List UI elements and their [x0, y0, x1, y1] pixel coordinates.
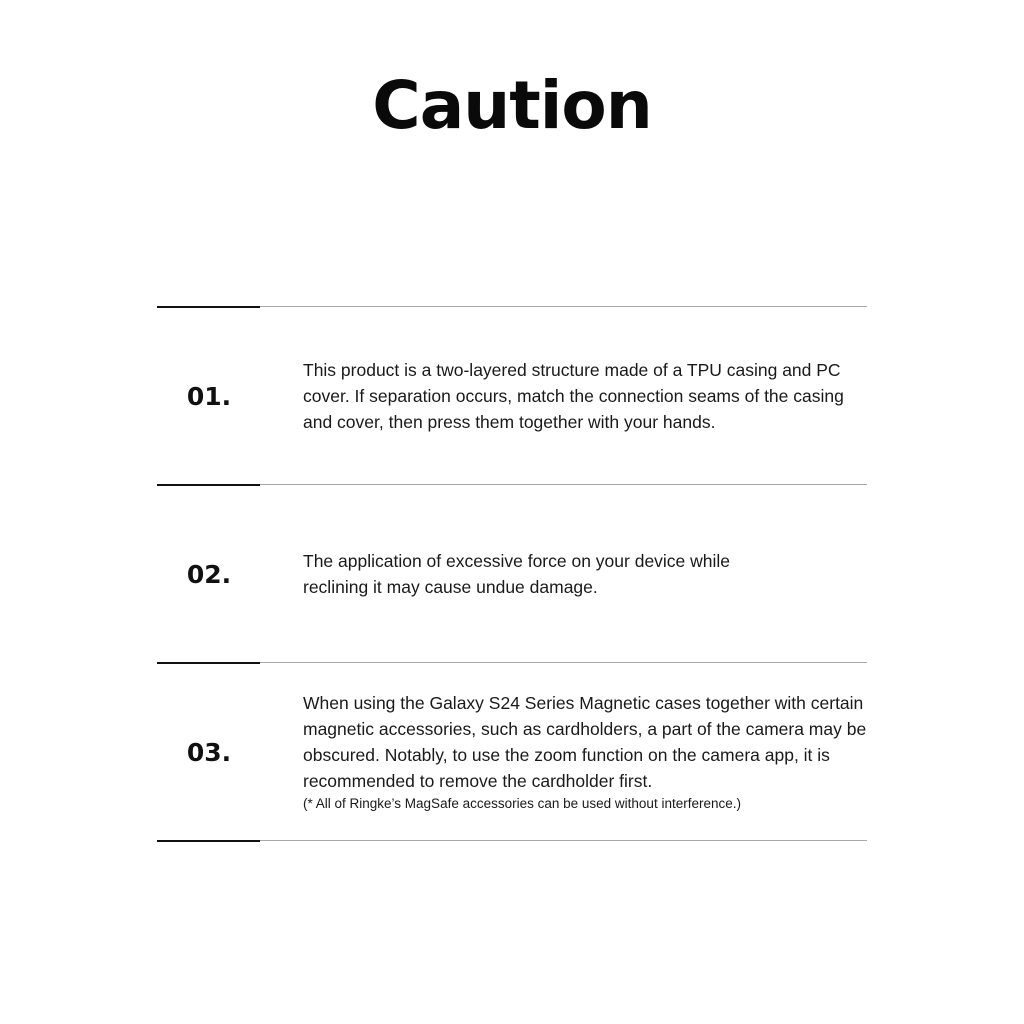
- caution-item-3: [157, 664, 867, 840]
- item-footnote: (* All of Ringke’s MagSafe accessories can be used without interference.): [303, 796, 741, 811]
- item-text: This product is a two-layered structure made of a TPU casing and PC cover. If separation occurs, match the connection seams of the casing and cover, then press them together with your hands.: [303, 360, 844, 432]
- item-number: 03.: [186, 737, 232, 767]
- caution-item-2: [157, 486, 867, 662]
- item-number: 01.: [186, 381, 232, 411]
- divider: [157, 840, 867, 842]
- divider-line: [157, 306, 867, 307]
- item-text: When using the Galaxy S24 Series Magnetic cases together with certain magnetic accessories, such as cardholders, a part of the camera may be obscured. Notably, to use the zoom function on the camera app, it is recommended to remove the cardholder first.: [303, 693, 867, 791]
- item-body: [303, 548, 873, 600]
- divider-line: [157, 662, 867, 663]
- divider-accent: [157, 840, 260, 842]
- caution-item-1: [157, 308, 867, 484]
- divider-line: [157, 484, 867, 485]
- caution-list: [157, 306, 867, 842]
- item-number: 02.: [186, 559, 232, 589]
- item-body: [303, 690, 873, 814]
- item-body: [303, 357, 873, 435]
- divider-line: [157, 840, 867, 841]
- item-text: The application of excessive force on your device while reclining it may cause undue damage.: [303, 551, 731, 597]
- page-title: Caution: [372, 67, 652, 144]
